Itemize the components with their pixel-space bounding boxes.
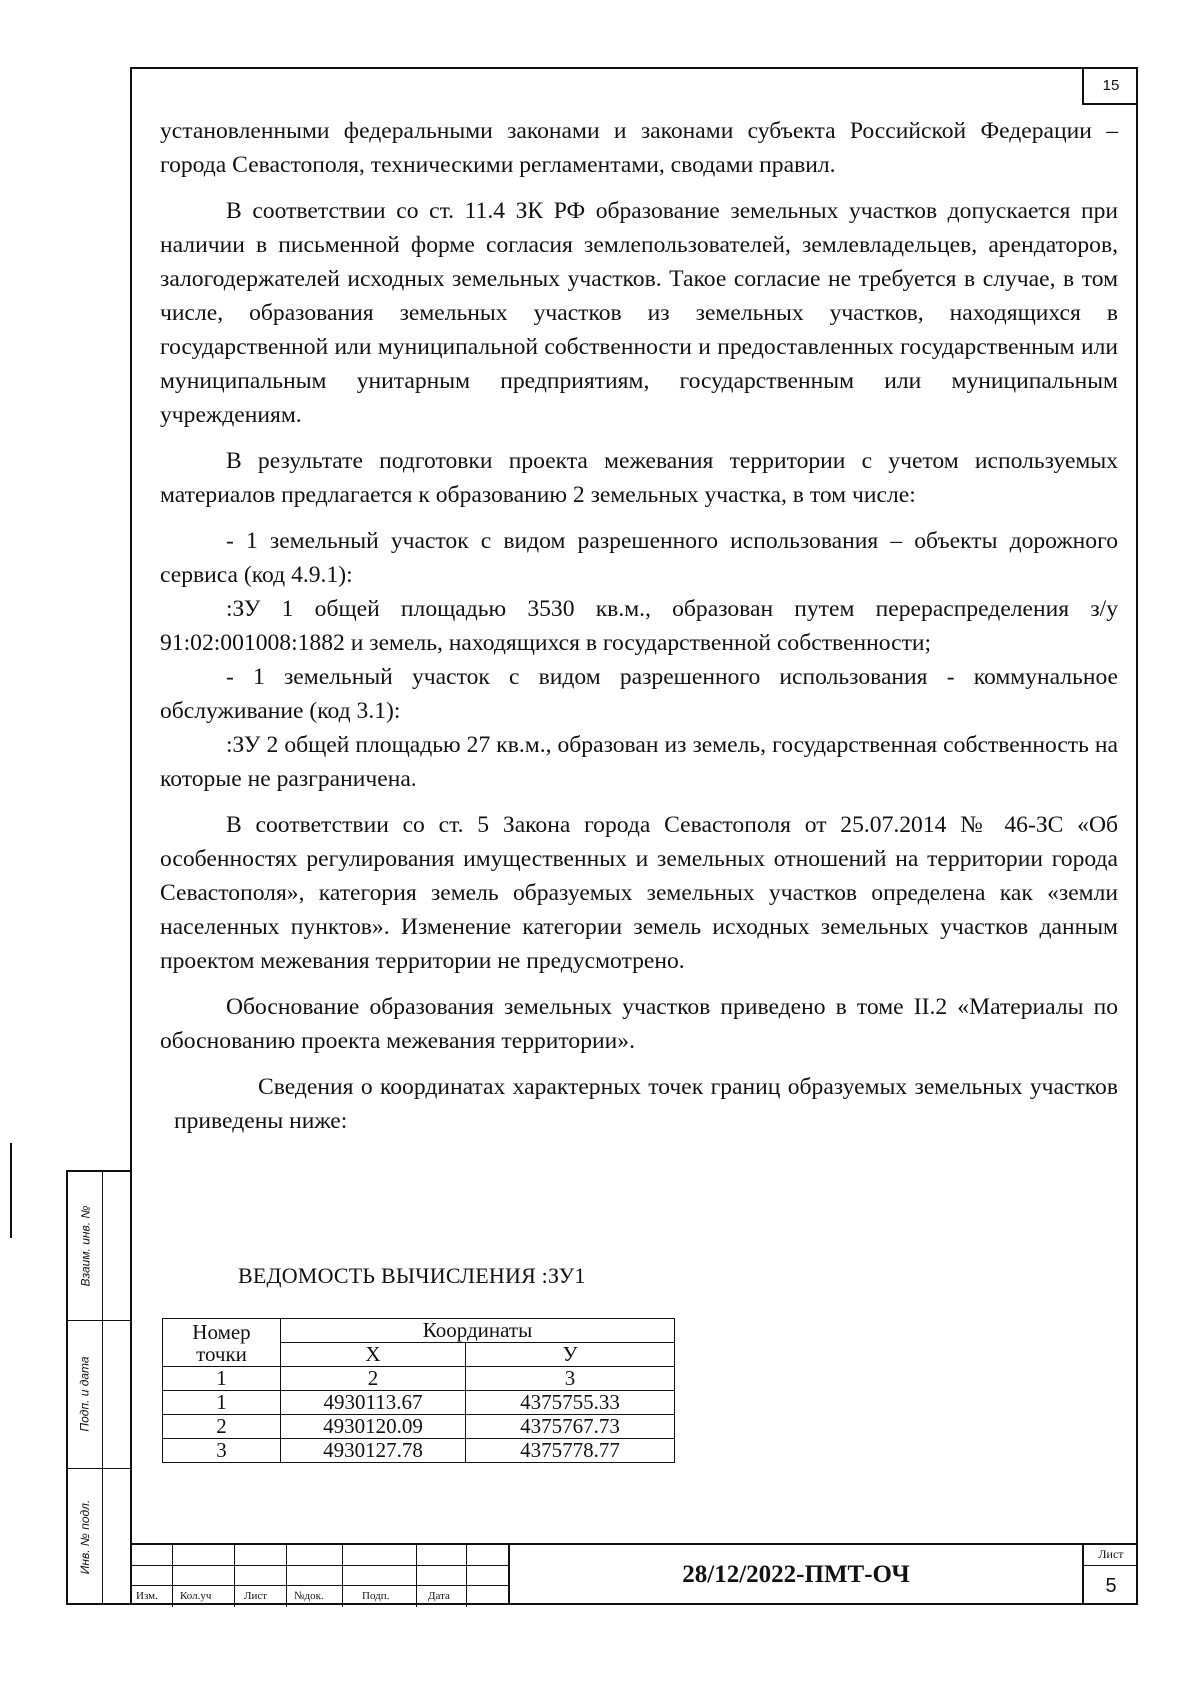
header-coordinates: Координаты (281, 1319, 675, 1343)
column-label-doc-number: №док. (294, 1590, 324, 1602)
table-title: ВЕДОМОСТЬ ВЫЧИСЛЕНИЯ :ЗУ1 (238, 1263, 586, 1288)
table-cell: 2 (281, 1367, 466, 1391)
column-label-sheet: Лист (244, 1590, 268, 1602)
table-cell: 2 (163, 1415, 281, 1439)
title-block (130, 1543, 1138, 1605)
table-cell: 4930120.09 (281, 1415, 466, 1439)
table-cell: 1 (163, 1367, 281, 1391)
header-point-number (163, 1319, 281, 1367)
body-text (160, 114, 1118, 1138)
table-row (163, 1439, 675, 1463)
sheet-number: 5 (1105, 1575, 1117, 1597)
grid-line (172, 1545, 173, 1607)
column-label-count: Кол.уч (180, 1590, 212, 1602)
sidebar-label-text: Инв. № подл. (78, 1499, 92, 1574)
paragraph-plot-2-area: :ЗУ 2 общей площадью 27 кв.м., образован из земель, государственная собственность на которые не разграничена. (160, 732, 1118, 792)
sheet-label: Лист (1098, 1547, 1124, 1561)
grid-line (234, 1545, 235, 1607)
table-cell: 4375755.33 (466, 1391, 675, 1415)
grid-line (342, 1545, 343, 1607)
header-y: У (466, 1343, 675, 1367)
table-cell: 3 (163, 1439, 281, 1463)
paragraph-coordinates-intro: Сведения о координатах характерных точек границ образуемых земельных участков приведены ниже: (174, 1074, 1118, 1134)
approval-sidebar (66, 1170, 130, 1605)
paragraph-justification: Обоснование образования земельных участков приведено в томе II.2 «Материалы по обоснованию проекта межевания территории». (160, 994, 1118, 1054)
table-cell: 4930127.78 (281, 1439, 466, 1463)
sheet-box (1082, 1543, 1138, 1605)
table-header-row (163, 1319, 675, 1343)
grid-line (286, 1545, 287, 1607)
paragraph-plot-2-use: - 1 земельный участок с видом разрешенного использования - коммунальное обслуживание (код 3.1): (160, 664, 1118, 724)
table-row (163, 1415, 675, 1439)
paragraph-consent: В соответствии со ст. 11.4 ЗК РФ образование земельных участков допускается при наличии в письменной форме согласия землепользователей, землевладельцев, арендаторов, залогодержателей исходных земельных участков. Такое согласие не требуется в случае, в том числе, образования земельных участков из земельных участков, находящихся в государственной или муниципальной собственности и предоставленных государственным или муниципальным унитарным предприятиям, государственным или муниципальным учреждениям. (160, 198, 1118, 428)
sheet-divider (1084, 1565, 1138, 1566)
column-label-date: Дата (428, 1590, 450, 1602)
document-code: 28/12/2022-ПМТ-ОЧ (510, 1543, 1082, 1605)
paragraph-plot-1-area: :ЗУ 1 общей площадью 3530 кв.м., образован путем перераспределения з/у 91:02:001008:1882 и земель, находящихся в государственной собственности; (160, 596, 1118, 656)
page-number: 15 (1082, 67, 1138, 105)
sidebar-label-inventory (70, 1468, 100, 1605)
grid-line (130, 1585, 510, 1586)
column-label-signature: Подп. (362, 1590, 390, 1602)
table-cell: 4375778.77 (466, 1439, 675, 1463)
sidebar-label-interchange (70, 1172, 100, 1320)
table-cell: 3 (466, 1367, 675, 1391)
sidebar-label-text: Подп. и дата (78, 1356, 92, 1432)
table-cell: 4930113.67 (281, 1391, 466, 1415)
coordinates-table (162, 1318, 675, 1463)
sidebar-label-text: Взаим. инв. № (78, 1205, 92, 1287)
paragraph-continuation: установленными федеральными законами и законами субъекта Российской Федерации – города Севастополя, техническими регламентами, сводами правил. (160, 118, 1118, 178)
header-point-label: Номер точки (192, 1319, 251, 1366)
grid-line (416, 1545, 417, 1607)
table-row (163, 1391, 675, 1415)
paragraph-plot-1-use: - 1 земельный участок с видом разрешенного использования – объекты дорожного сервиса (код 4.9.1): (160, 528, 1118, 588)
grid-line (466, 1545, 467, 1607)
header-x: Х (281, 1343, 466, 1367)
revision-grid (130, 1543, 510, 1605)
paragraph-result: В результате подготовки проекта межевания территории с учетом используемых материалов предлагается к образованию 2 земельных участка, в том числе: (160, 448, 1118, 508)
grid-line (130, 1565, 510, 1566)
paragraph-category: В соответствии со ст. 5 Закона города Севастополя от 25.07.2014 № 46-ЗС «Об особенностях регулирования имущественных и земельных отношений на территории города Севастополя», категория земель образуемых земельных участков определена как «земли населенных пунктов». Изменение категории земель исходных земельных участков данным проектом межевания территории не предусмотрено. (160, 812, 1118, 974)
table-cell: 1 (163, 1391, 281, 1415)
table-index-row (163, 1367, 675, 1391)
sidebar-label-signature (70, 1320, 100, 1468)
margin-mark (10, 1143, 12, 1238)
table-cell: 4375767.73 (466, 1415, 675, 1439)
column-label-revision: Изм. (136, 1590, 158, 1602)
